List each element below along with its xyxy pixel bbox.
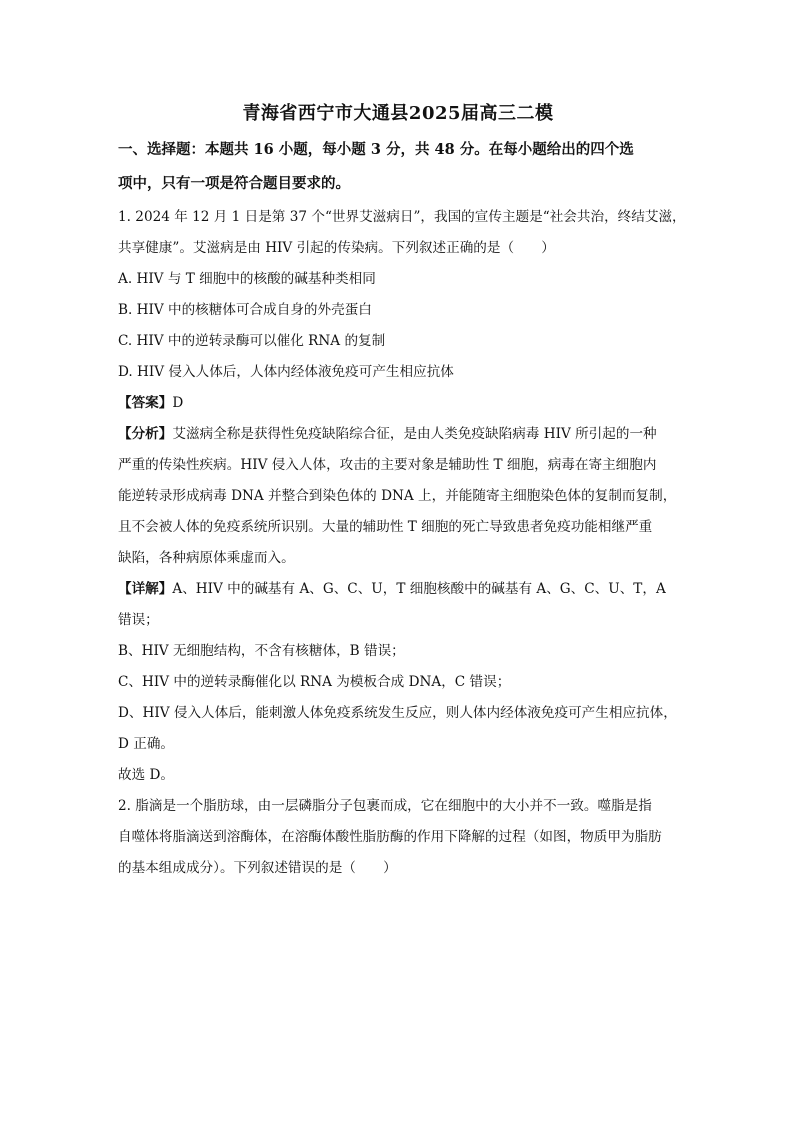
- q1-stem-line-2: 共享健康”。艾滋病是由 HIV 引起的传染病。下列叙述正确的是（ ）: [118, 240, 555, 256]
- q1-analysis-line-5: 缺陷，各种病原体乘虚而入。: [118, 550, 295, 566]
- q1-option-d: D. HIV 侵入人体后，人体内经体液免疫可产生相应抗体: [118, 364, 454, 380]
- q1-detail-line-6: D 正确。: [118, 736, 175, 752]
- exam-title: 青海省西宁市大通县2025届高三二模: [242, 103, 554, 124]
- answer-value: D: [172, 395, 184, 411]
- analysis-tag: 【分析】: [118, 426, 173, 442]
- exam-page: [118, 100, 686, 884]
- q2-stem-line-2: 自噬体将脂滴送到溶酶体，在溶酶体酸性脂肪酶的作用下降解的过程（如图，物质甲为脂肪: [118, 829, 662, 845]
- detail-text: A、HIV 中的碱基有 A、G、C、U，T 细胞核酸中的碱基有 A、G、C、U、T，A: [172, 581, 666, 597]
- answer-tag: 【答案】: [118, 395, 173, 411]
- q1-detail-line-1: [118, 574, 678, 605]
- q1-detail-line-4: C、HIV 中的逆转录酶催化以 RNA 为模板合成 DNA，C 错误；: [118, 674, 511, 690]
- q1-option-b: B. HIV 中的核糖体可合成自身的外壳蛋白: [118, 302, 372, 318]
- q1-option-c: C. HIV 中的逆转录酶可以催化 RNA 的复制: [118, 333, 386, 349]
- q2-stem-line-1: 2. 脂滴是一个脂肪球，由一层磷脂分子包裹而成，它在细胞中的大小并不一致。噬脂是指: [118, 798, 652, 814]
- question-2: [118, 791, 678, 884]
- q1-analysis-line-1: [118, 419, 678, 450]
- q1-analysis-line-3: 能逆转录形成病毒 DNA 并整合到染色体的 DNA 上，并能随寄主细胞染色体的复制而复制，: [118, 488, 677, 504]
- q1-detail-line-3: B、HIV 无细胞结构，不含有核糖体，B 错误；: [118, 643, 405, 659]
- q1-stem-line-1: 1. 2024 年 12 月 1 日是第 37 个“世界艾滋病日”，我国的宣传主题是“社会共治，终结艾滋，: [118, 209, 686, 225]
- detail-tag: 【详解】: [118, 581, 173, 597]
- q1-detail-line-2: 错误；: [118, 612, 159, 628]
- question-1: [118, 202, 686, 791]
- q1-analysis-line-2: 严重的传染性疾病。HIV 侵入人体，攻击的主要对象是辅助性 T 细胞，病毒在寄主细胞内: [118, 457, 657, 473]
- q1-analysis-line-4: 且不会被人体的免疫系统所识别。大量的辅助性 T 细胞的死亡导致患者免疫功能相继严重: [118, 519, 653, 535]
- analysis-text: 艾滋病全称是获得性免疫缺陷综合征，是由人类免疫缺陷病毒 HIV 所引起的一种: [172, 426, 657, 442]
- q2-stem-line-3: 的基本组成成分）。下列叙述错误的是（ ）: [118, 860, 397, 876]
- q1-detail-line-7: 故选 D。: [118, 767, 175, 783]
- section-heading-line-1: 一、选择题：本题共 16 小题，每小题 3 分，共 48 分。在每小题给出的四个选: [118, 141, 634, 158]
- section-heading-line-2: 项中，只有一项是符合题目要求的。: [118, 175, 350, 192]
- q1-answer: [118, 388, 678, 419]
- q1-option-a: A. HIV 与 T 细胞中的核酸的碱基种类相同: [118, 271, 376, 287]
- q1-detail-line-5: D、HIV 侵入人体后，能刺激人体免疫系统发生反应，则人体内经体液免疫可产生相应抗体，: [118, 705, 677, 721]
